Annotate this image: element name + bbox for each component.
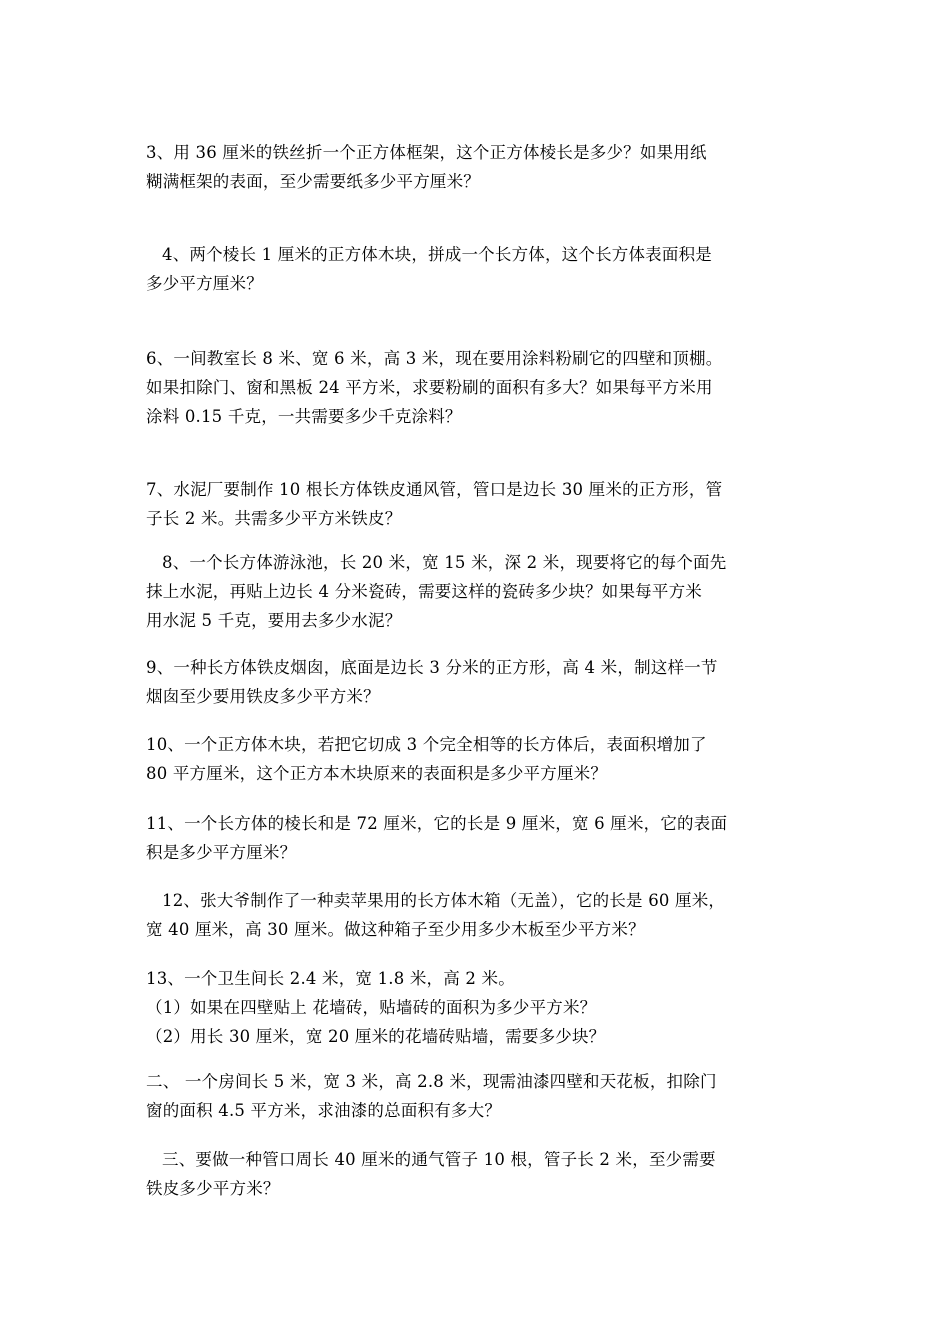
problem-6 — [146, 344, 814, 431]
problem-10-line-1: 10、一个正方体木块，若把它切成 3 个完全相等的长方体后，表面积增加了 — [146, 735, 707, 754]
problem-11-line-1: 11、一个长方体的棱长和是 72 厘米，它的长是 9 厘米，宽 6 厘米，它的表面 — [146, 814, 728, 833]
problem-4-line-1: 4、两个棱长 1 厘米的正方体木块，拼成一个长方体，这个长方体表面积是 — [162, 245, 712, 264]
problem-13-line-1: 13、一个卫生间长 2.4 米，宽 1.8 米，高 2 米。 — [146, 969, 515, 988]
problem-3 — [146, 138, 814, 196]
problem-9-line-1: 9、一种长方体铁皮烟囱，底面是边长 3 分米的正方形，高 4 米，制这样一节 — [146, 658, 718, 677]
problem-6-line-3: 涂料 0.15 千克，一共需要多少千克涂料？ — [146, 407, 462, 426]
problem-er-line-1: 二、 一个房间长 5 米，宽 3 米，高 2.8 米，现需油漆四壁和天花板，扣除门 — [146, 1072, 717, 1091]
problem-er-line-2: 窗的面积 4.5 平方米，求油漆的总面积有多大？ — [146, 1101, 502, 1120]
problem-12-line-2: 宽 40 厘米，高 30 厘米。做这种箱子至少用多少木板至少平方米？ — [146, 920, 645, 939]
problem-10-line-2: 80 平方厘米，这个正方本木块原来的表面积是多少平方厘米？ — [146, 764, 608, 783]
problem-11 — [146, 809, 814, 867]
problem-4 — [146, 240, 814, 298]
problem-3-line-1: 3、用 36 厘米的铁丝折一个正方体框架，这个正方体棱长是多少？如果用纸 — [146, 143, 707, 162]
problem-san-line-2: 铁皮多少平方米？ — [146, 1179, 280, 1198]
problem-7 — [146, 475, 814, 533]
problem-8-line-1: 8、一个长方体游泳池，长 20 米，宽 15 米，深 2 米，现要将它的每个面先 — [162, 553, 727, 572]
problem-4-line-2: 多少平方厘米？ — [146, 274, 263, 293]
problem-8 — [146, 548, 814, 635]
problem-10 — [146, 730, 814, 788]
problem-8-line-2: 抹上水泥，再贴上边长 4 分米瓷砖，需要这样的瓷砖多少块？如果每平方米 — [146, 582, 702, 601]
problem-9 — [146, 653, 814, 711]
problem-6-line-1: 6、一间教室长 8 米、宽 6 米，高 3 米，现在要用涂料粉刷它的四壁和顶棚。 — [146, 349, 723, 368]
problem-12 — [146, 886, 814, 944]
problem-13 — [146, 964, 814, 1051]
problem-san — [146, 1145, 814, 1203]
problem-6-line-2: 如果扣除门、窗和黑板 24 平方米，求要粉刷的面积有多大？如果每平方米用 — [146, 378, 713, 397]
problem-9-line-2: 烟囱至少要用铁皮多少平方米？ — [146, 687, 380, 706]
problem-8-line-3: 用水泥 5 千克，要用去多少水泥？ — [146, 611, 402, 630]
problem-12-line-1: 12、张大爷制作了一种卖苹果用的长方体木箱（无盖），它的长是 60 厘米， — [162, 891, 726, 910]
problem-13-line-2: （1）如果在四壁贴上 花墙砖，贴墙砖的面积为多少平方米？ — [146, 998, 597, 1017]
problem-3-line-2: 糊满框架的表面，至少需要纸多少平方厘米？ — [146, 172, 480, 191]
problem-11-line-2: 积是多少平方厘米？ — [146, 843, 297, 862]
problem-7-line-1: 7、水泥厂要制作 10 根长方体铁皮通风管，管口是边长 30 厘米的正方形，管 — [146, 480, 723, 499]
problem-13-line-3: （2）用长 30 厘米，宽 20 厘米的花墙砖贴墙，需要多少块？ — [146, 1027, 606, 1046]
problem-er — [146, 1067, 814, 1125]
problem-7-line-2: 子长 2 米。共需多少平方米铁皮？ — [146, 509, 402, 528]
problem-san-line-1: 三、要做一种管口周长 40 厘米的通气管子 10 根，管子长 2 米，至少需要 — [162, 1150, 716, 1169]
